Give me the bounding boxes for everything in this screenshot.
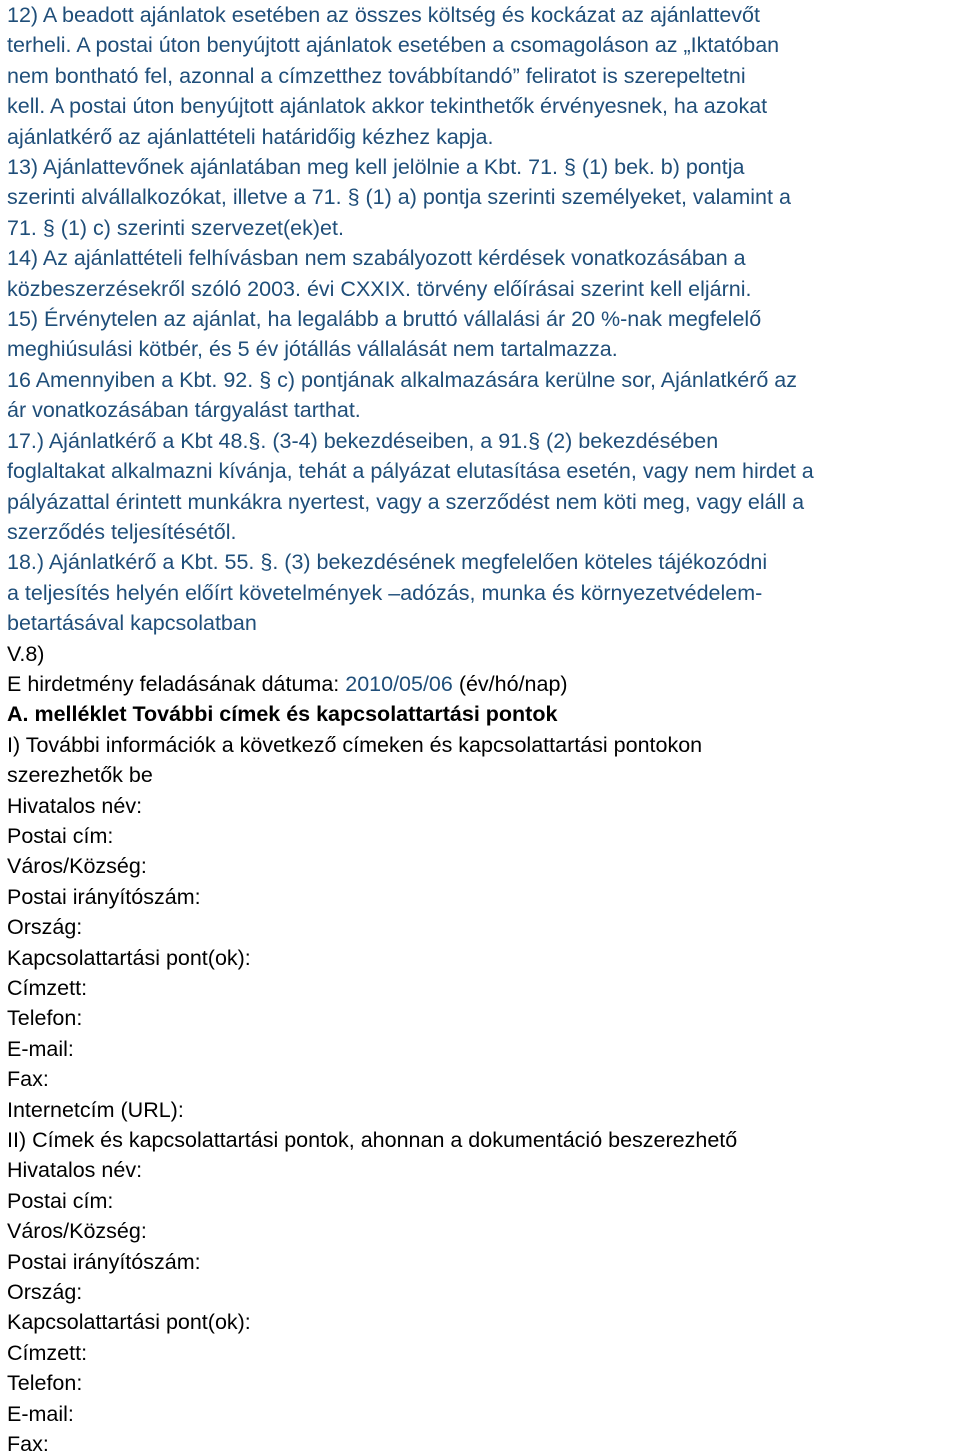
text-line: kell. A postai úton benyújtott ajánlatok akkor tekinthetők érvényesnek, ha azokat bbox=[7, 94, 768, 119]
text-line: foglaltakat alkalmazni kívánja, tehát a pályázat elutasítása esetén, vagy nem hirdet a bbox=[7, 459, 814, 484]
text-line: szerződés teljesítésétől. bbox=[7, 519, 237, 544]
text-line: 14) Az ajánlattételi felhívásban nem szabályozott kérdések vonatkozásában a bbox=[7, 246, 746, 271]
field-label: Ország: bbox=[7, 1280, 83, 1305]
field-label: E-mail: bbox=[7, 1036, 74, 1061]
date-value: 2010/05/06 bbox=[345, 671, 453, 696]
field-label: Címzett: bbox=[7, 976, 88, 1000]
annex-a bbox=[7, 699, 950, 1455]
text-line: 15) Érvénytelen az ajánlat, ha legalább a bruttó vállalási ár 20 %-nak megfelelő bbox=[7, 307, 762, 332]
part1-heading-cont: szerezhetők be bbox=[7, 763, 153, 788]
field-label: Fax: bbox=[7, 1432, 49, 1455]
field-label: Fax: bbox=[7, 1067, 49, 1092]
field-label: Telefon: bbox=[7, 1371, 83, 1396]
text-line: pályázattal érintett munkákra nyertest, vagy a szerződést nem köti meg, vagy eláll a bbox=[7, 489, 805, 514]
part2-heading: II) Címek és kapcsolattartási pontok, ahonnan a dokumentáció beszerezhető bbox=[7, 1128, 738, 1153]
text-line: nem bontható fel, azonnal a címzetthez továbbítandó” feliratot is szerepeltetni bbox=[7, 63, 746, 88]
field-label: Telefon: bbox=[7, 1006, 83, 1031]
section-v8 bbox=[7, 639, 950, 700]
field-label: Postai irányítószám: bbox=[7, 884, 201, 909]
section-heading: V.8) bbox=[7, 641, 45, 666]
text-line: szerinti alvállalkozókat, illetve a 71. § (1) a) pontja szerinti személyeket, valamint a bbox=[7, 185, 791, 210]
field-label: Város/Község: bbox=[7, 1219, 147, 1244]
field-label: Internetcím (URL): bbox=[7, 1097, 184, 1122]
text-line: 13) Ajánlattevőnek ajánlatában meg kell jelölnie a Kbt. 71. § (1) bek. b) pontja bbox=[7, 155, 745, 180]
field-label: Postai cím: bbox=[7, 823, 114, 848]
text-line: közbeszerzésekről szóló 2003. évi CXXIX. törvény előírásai szerint kell eljárni. bbox=[7, 276, 752, 301]
field-label: Hivatalos név: bbox=[7, 1158, 143, 1183]
text-line: ajánlatkérő az ajánlattételi határidőig kézhez kapja. bbox=[7, 124, 494, 149]
field-label: Kapcsolattartási pont(ok): bbox=[7, 1310, 251, 1335]
field-label: Város/Község: bbox=[7, 854, 147, 879]
text-line: meghiúsulási kötbér, és 5 év jótállás vállalását nem tartalmazza. bbox=[7, 337, 618, 362]
date-label: E hirdetmény feladásának dátuma: bbox=[7, 671, 346, 696]
part1-heading: I) További információk a következő címeken és kapcsolattartási pontokon bbox=[7, 732, 703, 757]
text-line: 16 Amennyiben a Kbt. 92. § c) pontjának alkalmazására kerülne sor, Ajánlatkérő az bbox=[7, 367, 797, 392]
field-label: Kapcsolattartási pont(ok): bbox=[7, 945, 251, 970]
field-label: Hivatalos név: bbox=[7, 793, 143, 818]
text-line: 18.) Ajánlatkérő a Kbt. 55. §. (3) bekezdésének megfelelően köteles tájékozódni bbox=[7, 550, 768, 575]
field-label: Címzett: bbox=[7, 1340, 88, 1365]
field-label: E-mail: bbox=[7, 1401, 74, 1426]
field-label: Postai irányítószám: bbox=[7, 1249, 201, 1274]
text-line: terheli. A postai úton benyújtott ajánlatok esetében a csomagoláson az „Iktatóban bbox=[7, 33, 780, 58]
text-line: 71. § (1) c) szerinti szervezet(ek)et. bbox=[7, 215, 344, 240]
text-line: betartásával kapcsolatban bbox=[7, 611, 257, 636]
annex-title: A. melléklet További címek és kapcsolattartási pontok bbox=[7, 702, 558, 727]
field-label: Ország: bbox=[7, 915, 83, 940]
field-label: Postai cím: bbox=[7, 1188, 114, 1213]
text-line: 17.) Ajánlatkérő a Kbt 48.§. (3-4) bekezdéseiben, a 91.§ (2) bekezdésében bbox=[7, 428, 719, 453]
publication-date-line bbox=[7, 669, 950, 699]
text-line: a teljesítés helyén előírt követelmények –adózás, munka és környezetvédelem- bbox=[7, 580, 763, 605]
text-line: 12) A beadott ajánlatok esetében az összes költség és kockázat az ajánlattevőt bbox=[7, 3, 760, 27]
date-suffix: (év/hó/nap) bbox=[452, 671, 568, 696]
conditions-paragraphs bbox=[7, 0, 950, 639]
text-line: ár vonatkozásában tárgyalást tarthat. bbox=[7, 398, 361, 423]
